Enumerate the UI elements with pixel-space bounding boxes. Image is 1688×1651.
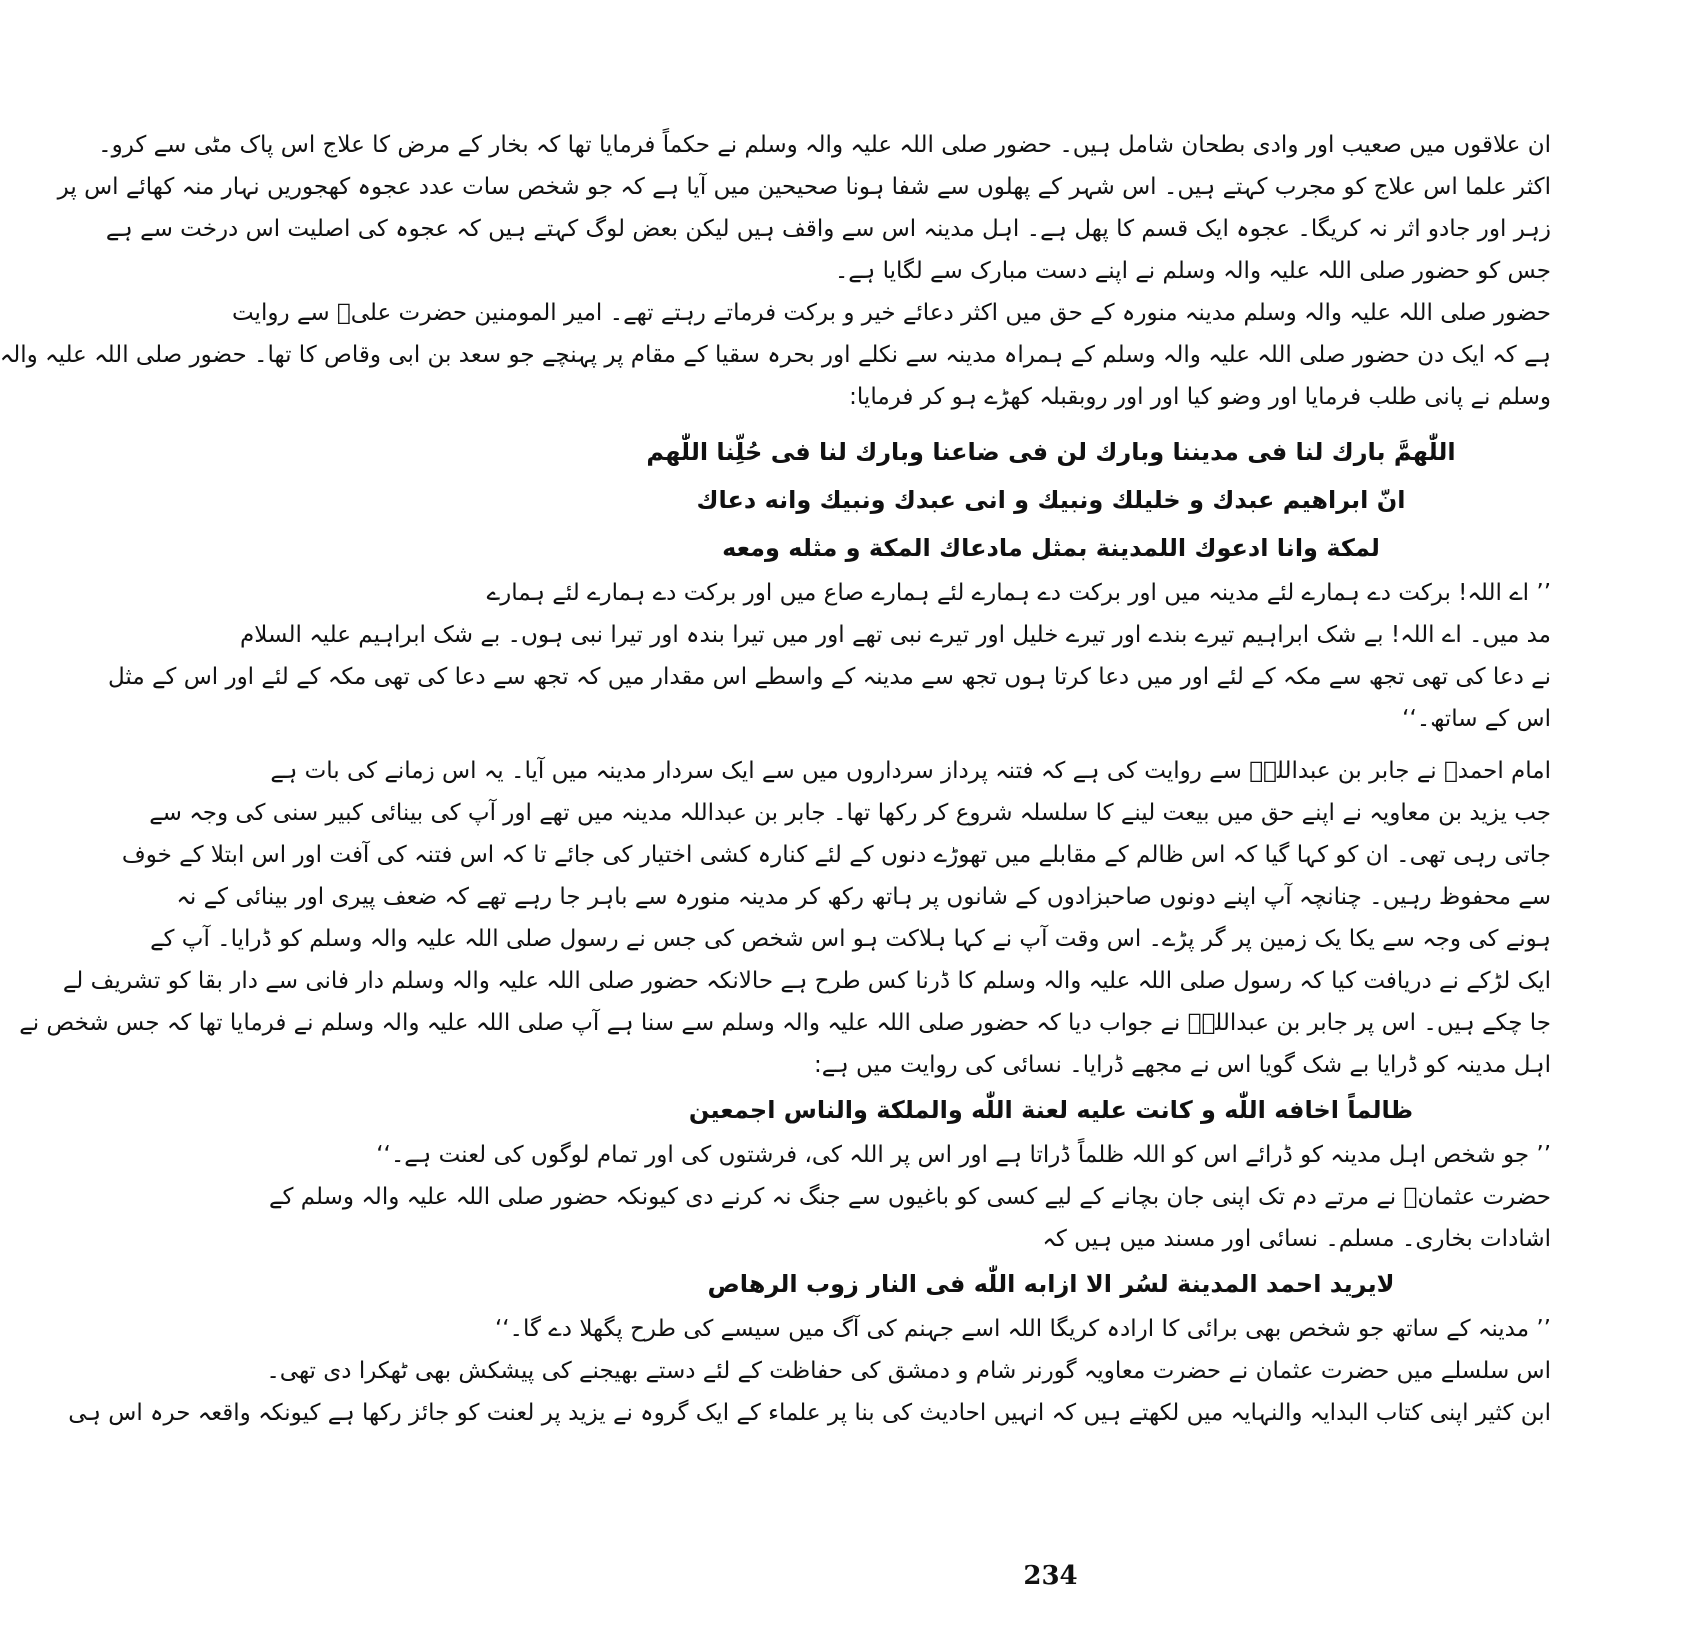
arabic-supplication	[551, 428, 1551, 572]
text-line: ایک لڑکے نے دریافت کیا کہ رسول صلی اللہ علیہ والہ وسلم کا ڈرنا کس طرح ہے حالانکہ حضور صلی اللہ علیہ والہ وسلم دار فانی سے دار بقا کو تشریف لے	[62, 968, 1551, 994]
text-line: اہل مدینہ کو ڈرایا بے شک گویا اس نے مجھے ڈرایا۔ نسائی کی روایت میں ہے:	[813, 1052, 1551, 1078]
text-line: ہے کہ ایک دن حضور صلی اللہ علیہ والہ وسلم کے ہمراہ مدینہ سے نکلے اور بحرہ سقیا کے مقام پر پہنچے جو سعد بن ابی وقاص کا تھا۔ حضور صلی اللہ علیہ والہ	[0, 342, 1551, 368]
text-line: وسلم نے پانی طلب فرمایا اور وضو کیا اور اور روبقبلہ کھڑے ہو کر فرمایا:	[849, 384, 1551, 410]
text-line: ہونے کی وجہ سے یکا یک زمین پر گر پڑے۔ اس وقت آپ نے کہا ہلاکت ہو اس شخص کی جس نے رسول صلی اللہ علیہ والہ وسلم کو ڈرایا۔ آپ کے	[150, 926, 1551, 952]
text-line: جا چکے ہیں۔ اس پر جابر بن عبداللہؓ نے جواب دیا کہ حضور صلی اللہ علیہ والہ وسلم سے سنا ہے آپ صلی اللہ علیہ والہ وسلم نے فرمایا تھا کہ جس شخص نے	[19, 1010, 1551, 1036]
text-line: جاتی رہی تھی۔ ان کو کہا گیا کہ اس ظالم کے مقابلے میں تھوڑے دنوں کے لئے کنارہ کشی اختیار کی جائے تا کہ اس فتنہ کی آفت اور اس ابتلا کے خوف	[121, 842, 1551, 868]
arabic-hadith-2: لایرید احمد المدینة لسُر الا ازابه اللّٰه فی النار زوب الرھاص	[707, 1270, 1395, 1298]
text-line: ان علاقوں میں صعیب اور وادی بطحان شامل ہیں۔ حضور صلی اللہ علیہ والہ وسلم نے حکماً فرمایا تھا کہ بخار کے مرض کا علاج اس پاک مٹی سے کرو۔	[98, 132, 1551, 158]
paragraph-2	[0, 292, 1551, 418]
text-line: سے محفوظ رہیں۔ چنانچہ آپ اپنے دونوں صاحبزادوں کے شانوں پر ہاتھ رکھ کر مدینہ منورہ سے باہر جا رہے تھے کہ ضعف پیری اور بینائی کے نہ	[176, 884, 1551, 910]
text-line: مد میں۔ اے اللہ! بے شک ابراہیم تیرے بندے اور تیرے خلیل اور تیرے نبی تھے اور میں تیرا بندہ اور تیرا نبی ہوں۔ بے شک ابراہیم علیہ السلام	[240, 622, 1551, 648]
text-line: جب یزید بن معاویہ نے اپنے حق میں بیعت لینے کا سلسلہ شروع کر رکھا تھا۔ جابر بن عبداللہ مدینہ میں تھے اور آپ کی بینائی کبیر سنی کی وجہ سے	[149, 800, 1551, 826]
arabic-hadith-1: ظالماً اخافه اللّٰه و کانت علیه لعنة اللّٰه والملکة والناس اجمعین	[688, 1096, 1414, 1124]
paragraph-4	[268, 1176, 1551, 1260]
paragraph-3	[19, 750, 1551, 1086]
paragraph-5: اس سلسلے میں حضرت عثمان نے حضرت معاویہ گورنر شام و دمشق کی حفاظت کے لئے دستے بھیجنے کی پیشکش بھی ٹھکرا دی تھی۔	[266, 1358, 1551, 1384]
text-line: نے دعا کی تھی تجھ سے مکہ کے لئے اور میں دعا کرتا ہوں تجھ سے مدینہ کے واسطے اس مقدار میں کہ تجھ سے دعا کی تھی مکہ کے لئے اور اس کے مثل	[107, 664, 1551, 690]
paragraph-6: ابن کثیر اپنی کتاب البدایہ والنہایہ میں لکھتے ہیں کہ انہیں احادیث کی بنا پر علماء کے ایک گروہ نے یزید پر لعنت کو جائز رکھا ہے کیونکہ واقعہ حرہ اس ہی	[68, 1400, 1551, 1426]
text-line: حضور صلی اللہ علیہ والہ وسلم مدینہ منورہ کے حق میں اکثر دعائے خیر و برکت فرماتے رہتے تھے۔ امیر المومنین حضرت علیؓ سے روایت	[231, 300, 1551, 326]
translation-1	[107, 572, 1551, 740]
translation-3: ’’ مدینہ کے ساتھ جو شخص بھی برائی کا ارادہ کریگا اللہ اسے جہنم کی آگ میں سیسے کی طرح پگھلا دے گا۔‘‘	[494, 1316, 1551, 1342]
text-line: ’’ اے اللہ! برکت دے ہمارے لئے مدینہ میں اور برکت دے ہمارے لئے ہمارے صاع میں اور برکت دے ہمارے لئے ہمارے	[486, 580, 1551, 606]
body-text	[0, 124, 1551, 1434]
arabic-line: انّ ابراھیم عبدك و خلیلك ونبیك و انی عبدك ونبیك وانه دعاك	[696, 486, 1406, 514]
text-line: اشادات بخاری۔ مسلم۔ نسائی اور مسند میں ہیں کہ	[1042, 1226, 1551, 1252]
text-line: امام احمدؒ نے جابر بن عبداللہؓ سے روایت کی ہے کہ فتنہ پرداز سرداروں میں سے ایک سردار مدینہ میں آیا۔ یہ اس زمانے کی بات ہے	[270, 758, 1551, 784]
paragraph-1	[57, 124, 1551, 292]
translation-2: ’’ جو شخص اہل مدینہ کو ڈرائے اس کو اللہ ظلماً ڈراتا ہے اور اس پر اللہ کی، فرشتوں کی اور تمام لوگوں کی لعنت ہے۔‘‘	[376, 1142, 1551, 1168]
arabic-line: لمکة وانا ادعوك اللمدینة بمثل مادعاك المکة و مثله ومعه	[722, 534, 1380, 562]
text-line: حضرت عثمانؓ نے مرتے دم تک اپنی جان بچانے کے لیے کسی کو باغیوں سے جنگ نہ کرنے دی کیونکہ حضور صلی اللہ علیہ والہ وسلم کے	[268, 1184, 1551, 1210]
text-line: زہر اور جادو اثر نہ کریگا۔ عجوہ ایک قسم کا پھل ہے۔ اہل مدینہ اس سے واقف ہیں لیکن بعض لوگ کہتے ہیں کہ عجوہ کی اصلیت اس درخت سے ہے	[105, 216, 1551, 242]
text-line: اس کے ساتھ۔‘‘	[1402, 706, 1551, 732]
text-line: اکثر علما اس علاج کو مجرب کہتے ہیں۔ اس شہر کے پھلوں سے شفا ہونا صحیحین میں آیا ہے کہ جو شخص سات عدد عجوہ کھجوریں نہار منہ کھائے اس پر	[57, 174, 1551, 200]
arabic-line: اللّٰھمَّ بارك لنا فی مدیننا وبارك لن فی ضاعنا وبارك لنا فی حُلِّنا اللّٰھم	[646, 438, 1456, 466]
page-number: 234	[1023, 1561, 1078, 1591]
text-line: جس کو حضور صلی اللہ علیہ والہ وسلم نے اپنے دست مبارک سے لگایا ہے۔	[834, 258, 1551, 284]
